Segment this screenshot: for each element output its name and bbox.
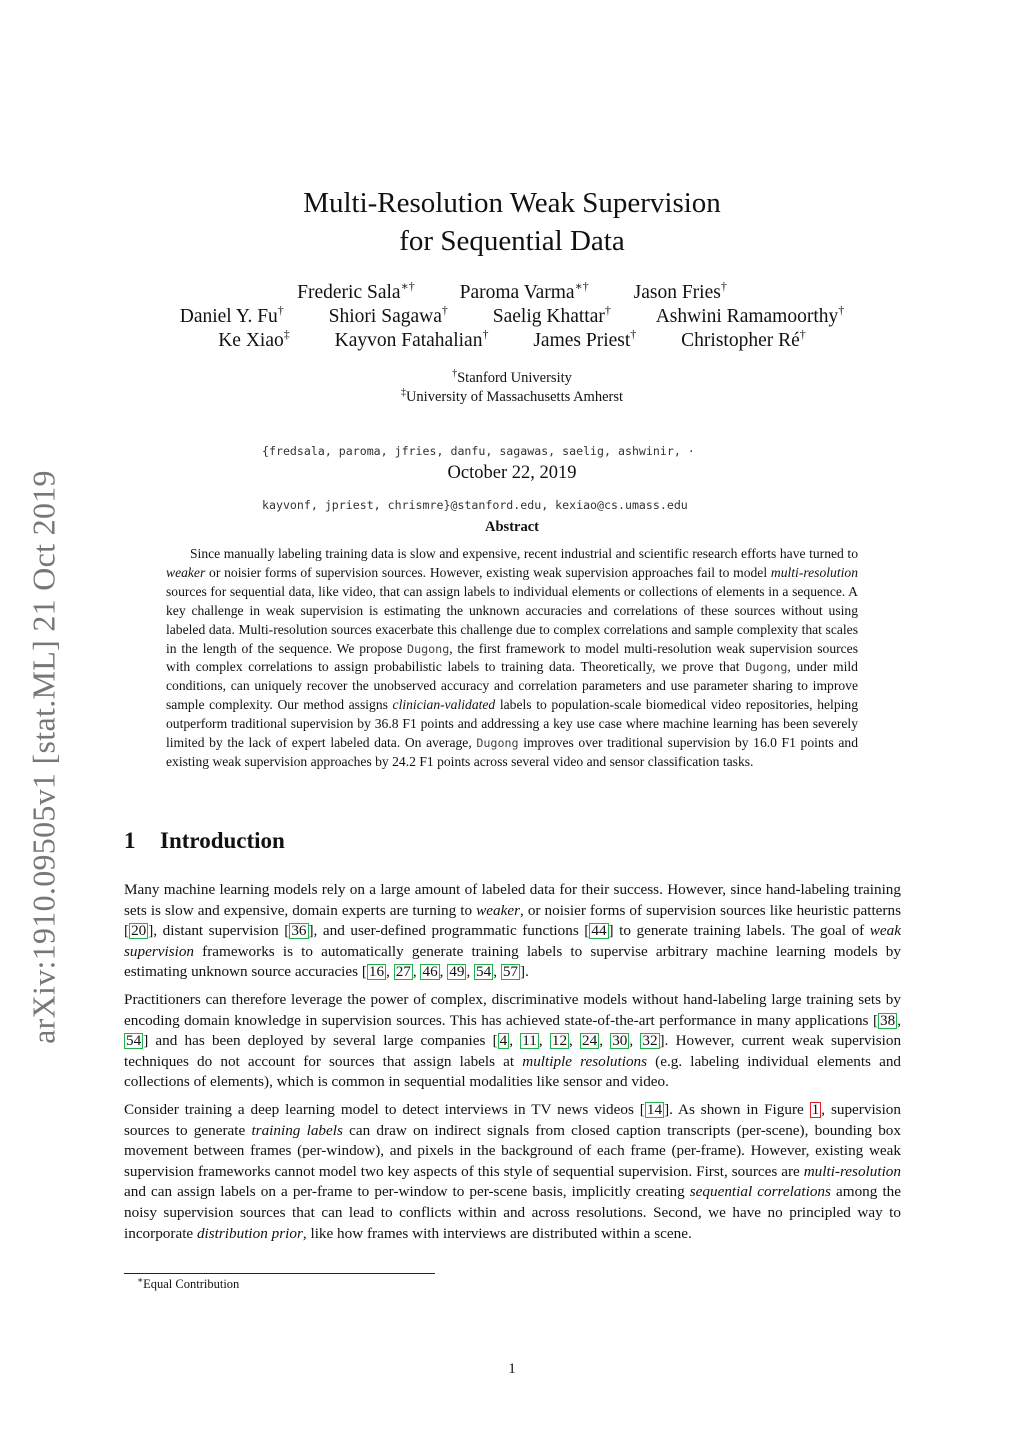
title-line-2: for Sequential Data <box>399 225 625 257</box>
citation-link[interactable]: 54 <box>476 963 492 981</box>
author: Jason Fries† <box>633 279 727 303</box>
citation-link[interactable]: 20 <box>131 922 147 940</box>
citation-link[interactable]: 16 <box>368 963 385 981</box>
paper-title <box>0 184 1024 260</box>
section-title: Introduction <box>160 828 285 853</box>
citation-link[interactable]: 36 <box>291 922 307 940</box>
paragraph: Many machine learning models rely on a large amount of labeled data for their success. However, since hand-labeling training sets is slow and expensive, domain experts are turning to weaker, or noisier forms of supervision sources like heuristic patterns [ 20 ], distant supervision [ 36 ], and user-defined programmatic functions [ 44 ] to generate training labels. The goal of weak supervision frameworks is to automatically generate training labels to supervise arbitrary machine learning models by estimating unknown source accuracies [ 16 , 27 , 46 , 49 , 54 , 57 ]. <box>124 881 901 981</box>
citation-link[interactable]: 24 <box>582 1032 598 1050</box>
citation-link[interactable]: 11 <box>522 1032 537 1050</box>
author: Frederic Sala∗† <box>297 279 415 303</box>
title-line-1: Multi-Resolution Weak Supervision <box>303 187 721 219</box>
figure-link[interactable]: 1 <box>811 1100 820 1118</box>
citation-link[interactable]: 30 <box>612 1032 628 1050</box>
author: Ashwini Ramamoorthy† <box>655 303 845 327</box>
paragraph: Consider training a deep learning model to detect interviews in TV news videos [ 14 ]. As shown in Figure 1 , supervision sources to generate training labels can draw on indirect signals from closed caption transcripts (per-scene), bounding box movement between frames (per-window), and pixels in the background of each frame (per-frame). However, existing weak supervision frameworks cannot model two key aspects of this style of sequential supervision. First, sources are multi-resolution and can assign labels on a per-frame to per-window to per-scene basis, implicitly creating sequential correlations among the noisy supervision sources that can lead to conflicts within and across resolutions. Second, we have no principled way to incorporate distribution prior, like how frames with interviews are distributed within a scene. <box>124 1100 902 1242</box>
citation-link[interactable]: 57 <box>502 963 519 981</box>
page-number: 1 <box>508 1361 516 1377</box>
method-name: Dugong <box>476 736 519 751</box>
citation-link[interactable]: 12 <box>551 1032 568 1050</box>
author: James Priest† <box>533 327 637 351</box>
citation-link[interactable]: 32 <box>642 1032 658 1050</box>
author: Christopher Ré† <box>681 327 806 351</box>
citation-link[interactable]: 49 <box>449 963 465 981</box>
footnote-rule <box>124 1273 435 1274</box>
arxiv-identifier: arXiv:1910.09505v1 [stat.ML] 21 Oct 2019 <box>25 470 62 1044</box>
affiliations <box>0 369 1024 407</box>
abstract-heading: Abstract <box>485 519 539 535</box>
section-heading <box>124 828 285 854</box>
citation-link[interactable]: 46 <box>422 963 438 981</box>
author: Daniel Y. Fu† <box>179 303 284 327</box>
affiliation: ‡University of Massachusetts Amherst <box>400 387 624 405</box>
citation-link[interactable]: 14 <box>646 1100 663 1118</box>
author: Paroma Varma∗† <box>459 279 589 303</box>
method-name: Dugong <box>407 641 450 656</box>
email-line: kayvonf, jpriest, chrismre}@stanford.edu, kexiao@cs.umass.edu <box>262 498 688 512</box>
abstract-text: Since manually labeling training data is slow and expensive, recent industrial and scientific research efforts have turned to weaker or noisier forms of supervision sources. However, existing weak supervision approaches fail to model multi-resolution sources for sequential data, like video, that can assign labels to individual elements or collections of elements in a sequence. A key challenge in weak supervision is estimating the unknown accuracies and correlations of these sources without using labeled data. Multi-resolution sources exacerbate this challenge due to complex correlations and sample complexity that scales in the length of the sequence. We propose Dugong, the first framework to model multi-resolution weak supervision sources with complex correlations to assign probabilistic labels to training data. Theoretically, we prove that Dugong, under mild conditions, can uniquely recover the unobserved accuracy and correlation parameters and use parameter sharing to improve sample complexity. Our method assigns clinician-validated labels to population-scale biomedical video repositories, helping outperform traditional supervision by 36.8 F1 points and addressing a key use case where machine learning has been severely limited by the lack of expert labeled data. On average, Dugong improves over traditional supervision by 16.0 F1 points and existing weak supervision approaches by 24.2 F1 points across several video and sensor classification tasks. <box>166 546 858 769</box>
author-row <box>0 305 1024 329</box>
citation-link[interactable]: 4 <box>499 1032 508 1050</box>
method-name: Dugong <box>745 660 788 675</box>
email-line: {fredsala, paroma, jfries, danfu, sagawas, saelig, ashwinir, · <box>262 444 695 458</box>
citation-link[interactable]: 38 <box>880 1011 896 1029</box>
arxiv-sidebar <box>16 445 72 1070</box>
citation-link[interactable]: 27 <box>395 963 411 981</box>
author-row <box>0 329 1024 353</box>
citation-link[interactable]: 44 <box>591 922 607 940</box>
author-list <box>0 281 1024 353</box>
author: Kayvon Fatahalian† <box>334 327 489 351</box>
author-row <box>0 281 1024 305</box>
paragraph: Practitioners can therefore leverage the power of complex, discriminative models without hand-labeling large training sets by encoding domain knowledge in supervision sources. This has achieved state-of-the-art performance in many applications [ 38 , 54 ] and has been deployed by several large companies [ 4 , 11 , 12 , 24 , 30 , 32 ]. However, current weak supervision techniques do not account for sources that assign labels at multiple resolutions (e.g. labeling individual elements and collections of elements), which is common in sequential modalities like sensor and video. <box>124 990 902 1091</box>
affiliation: †Stanford University <box>452 368 572 386</box>
citation-link[interactable]: 54 <box>126 1032 142 1050</box>
body-text <box>124 880 901 1251</box>
footnote: ∗Equal Contribution <box>137 1275 240 1291</box>
section-number: 1 <box>124 828 136 853</box>
author: Ke Xiao‡ <box>218 327 290 351</box>
author: Saelig Khattar† <box>492 303 611 327</box>
paper-date: October 22, 2019 <box>447 463 577 483</box>
author: Shiori Sagawa† <box>328 303 448 327</box>
